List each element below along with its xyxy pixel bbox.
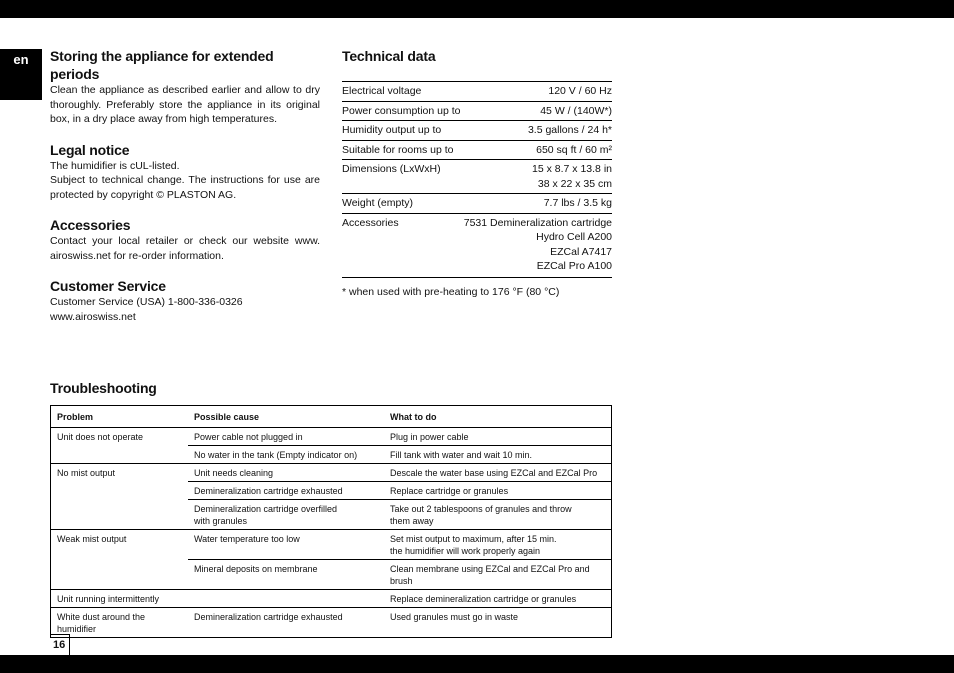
left-column <box>50 47 320 338</box>
cell-problem: White dust around the humidifier <box>51 608 189 638</box>
legal-line1: The humidifier is cUL-listed. <box>50 159 180 172</box>
page-number: 16 <box>50 634 70 655</box>
cell-cause: Power cable not plugged in <box>194 432 303 442</box>
legal-title: Legal notice <box>50 141 130 158</box>
spec-label: Electrical voltage <box>342 85 422 97</box>
cell-cause <box>188 590 384 608</box>
cell-problem: Unit does not operate <box>57 432 144 442</box>
cell-problem <box>51 560 189 590</box>
cell-cause: Unit needs cleaning <box>188 464 384 482</box>
legal-section <box>50 141 320 203</box>
cell-action: Take out 2 tablespoons of granules and throw them away <box>384 500 612 530</box>
table-row <box>51 500 612 530</box>
cell-action: Plug in power cable <box>390 432 469 442</box>
spec-label: Weight (empty) <box>342 197 413 209</box>
cell-problem: Unit running intermittently <box>51 590 189 608</box>
cell-cause: Mineral deposits on membrane <box>188 560 384 590</box>
table-header-row <box>51 406 612 428</box>
spec-value: 3.5 gallons / 24 h* <box>527 124 612 136</box>
cell-action: Set mist output to maximum, after 15 min. the humidifier will work properly again <box>384 530 612 560</box>
accessories-section <box>50 216 320 263</box>
spec-row <box>342 102 612 122</box>
cell-problem <box>51 500 189 530</box>
cell-action: Fill tank with water and wait 10 min. <box>384 446 612 464</box>
customer-service-title: Customer Service <box>50 278 166 294</box>
spec-label: Power consumption up to <box>342 104 461 117</box>
customer-service-website: www.airoswiss.net <box>50 310 136 323</box>
bottom-bar <box>0 655 954 673</box>
technical-data-title: Technical data <box>342 48 436 64</box>
cell-action: Replace cartridge or granules <box>384 482 612 500</box>
spec-row <box>342 82 612 102</box>
legal-line2: Subject to technical change. The instructions for use are protected by copyright © PLASTON AG. <box>50 174 320 201</box>
spec-label: Suitable for rooms up to <box>342 143 454 156</box>
cell-cause: Water temperature too low <box>188 530 384 560</box>
spec-row <box>342 141 612 161</box>
spec-row <box>342 121 612 141</box>
spec-value: 120 V / 60 Hz <box>548 85 612 97</box>
technical-data-footnote: * when used with pre-heating to 176 °F (80 °C) <box>342 285 560 298</box>
table-row <box>51 590 612 608</box>
accessories-title: Accessories <box>50 217 131 233</box>
header-cause: Possible cause <box>188 406 384 428</box>
table-row <box>51 464 612 482</box>
header-action: What to do <box>384 406 612 428</box>
spec-row <box>342 194 612 214</box>
table-row <box>51 608 612 638</box>
cell-cause: Demineralization cartridge exhausted <box>188 482 384 500</box>
cell-problem: Weak mist output <box>51 530 189 560</box>
top-bar <box>0 0 954 18</box>
technical-data-column <box>342 47 612 298</box>
technical-data-table <box>342 81 612 278</box>
storing-title: Storing the appliance for extended periods <box>50 48 274 82</box>
cell-action: Used granules must go in waste <box>384 608 612 638</box>
cell-cause: Demineralization cartridge exhausted <box>188 608 384 638</box>
cell-problem <box>51 482 189 500</box>
table-row <box>51 428 612 446</box>
cell-action: Clean membrane using EZCal and EZCal Pro and brush <box>384 560 612 590</box>
spec-value: 650 sq ft / 60 m² <box>536 143 612 156</box>
cell-problem: No mist output <box>51 464 189 482</box>
troubleshooting-table <box>50 405 612 638</box>
customer-service-phone: Customer Service (USA) 1-800-336-0326 <box>50 296 243 308</box>
spec-label: Dimensions (LxWxH) <box>342 163 441 175</box>
table-row <box>51 482 612 500</box>
cell-cause: Demineralization cartridge overfilled with granules <box>188 500 384 530</box>
cell-action: Descale the water base using EZCal and EZCal Pro <box>384 464 612 482</box>
spec-value: 7.7 lbs / 3.5 kg <box>543 197 612 209</box>
troubleshooting-title: Troubleshooting <box>50 380 157 396</box>
storing-section <box>50 47 320 127</box>
table-row <box>51 560 612 590</box>
spec-row <box>342 160 612 194</box>
header-problem: Problem <box>51 406 189 428</box>
cell-action: Replace demineralization cartridge or granules <box>384 590 612 608</box>
customer-service-section <box>50 277 320 324</box>
accessories-text: Contact your local retailer or check our website www. airoswiss.net for re-order information. <box>50 235 320 262</box>
cell-cause: No water in the tank (Empty indicator on) <box>188 446 384 464</box>
spec-row <box>342 214 612 278</box>
storing-text: Clean the appliance as described earlier and allow to dry thoroughly. Preferably store the appliance in its original box, in a dry place away from high temperatures. <box>50 84 320 125</box>
cell-problem <box>51 446 189 464</box>
table-row <box>51 530 612 560</box>
spec-value: 7531 Demineralization cartridge Hydro Cell A200 EZCal A7417 EZCal Pro A100 <box>463 216 612 272</box>
spec-label: Accessories <box>342 216 399 229</box>
language-tab: en <box>0 49 42 100</box>
spec-value: 45 W / (140W*) <box>540 104 612 117</box>
table-row <box>51 446 612 464</box>
spec-label: Humidity output up to <box>342 124 442 136</box>
spec-value: 15 x 8.7 x 13.8 in 38 x 22 x 35 cm <box>532 163 612 190</box>
